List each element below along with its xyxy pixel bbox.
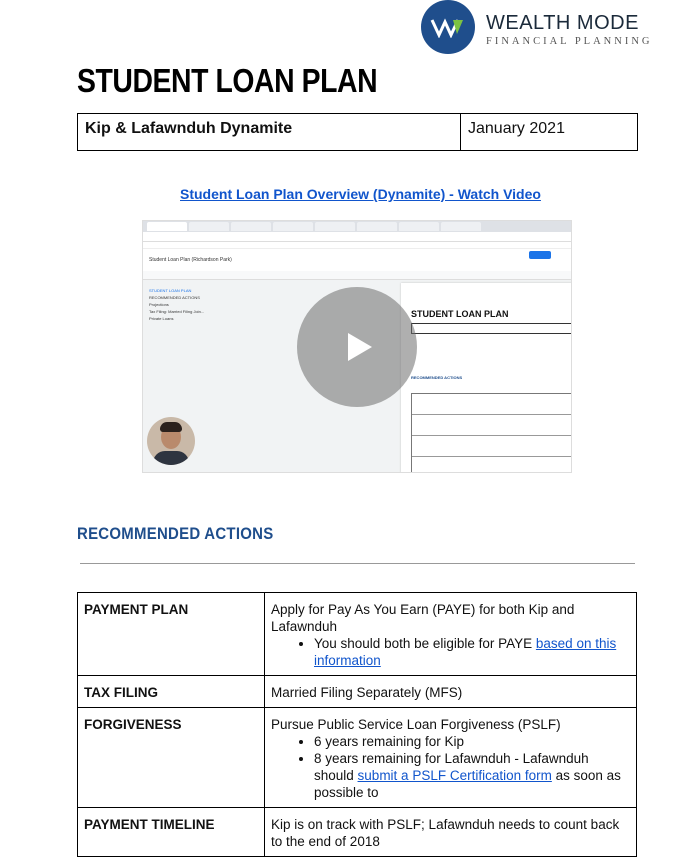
outline-item: Tax Filing: Married Filing Join... — [149, 309, 205, 314]
row-text: Pursue Public Service Loan Forgiveness (PSLF) — [271, 717, 561, 732]
list-item: • 6 years remaining for Kip — [314, 733, 630, 750]
bullet-text: 8 years remaining for Lafawnduh - Lafawnduh should — [314, 751, 589, 783]
row-content — [265, 593, 637, 676]
outline-item: STUDENT LOAN PLAN — [149, 288, 192, 293]
video-thumbnail[interactable] — [142, 220, 572, 473]
row-label: TAX FILING — [78, 676, 265, 708]
row-text: Apply for Pay As You Earn (PAYE) for both Kip and Lafawnduh — [271, 602, 575, 634]
mini-actions-table — [411, 393, 572, 473]
page-title: STUDENT LOAN PLAN — [77, 62, 378, 99]
row-label: FORGIVENESS — [78, 708, 265, 808]
outline-item: RECOMMENDED ACTIONS — [149, 295, 200, 300]
doc-title-bar — [143, 249, 571, 271]
company-logo — [421, 0, 652, 54]
row-label: PAYMENT TIMELINE — [78, 808, 265, 857]
list-item — [314, 750, 630, 801]
row-content — [265, 808, 637, 857]
doc-toolbar — [143, 271, 571, 280]
table-row — [78, 708, 637, 808]
row-label: PAYMENT PLAN — [78, 593, 265, 676]
row-text: Married Filing Separately (MFS) — [271, 685, 463, 700]
paye-info-link[interactable]: based on this information — [314, 636, 617, 668]
client-header-table — [77, 113, 638, 151]
recommended-actions-heading: RECOMMENDED ACTIONS — [77, 524, 274, 543]
plan-date: January 2021 — [468, 120, 565, 137]
presenter-avatar — [147, 417, 195, 465]
list-item — [314, 635, 630, 669]
table-row — [78, 676, 637, 708]
outline-item: Projections — [149, 302, 169, 307]
row-content — [265, 708, 637, 808]
share-button — [529, 251, 551, 259]
mini-logo-icon — [571, 291, 572, 305]
bullet-text: You should both be eligible for PAYE — [314, 636, 536, 651]
doc-outline — [149, 287, 204, 322]
row-content — [265, 676, 637, 708]
browser-bookmarks-bar — [143, 242, 571, 249]
row-text: Kip is on track with PSLF; Lafawnduh needs to count back to the end of 2018 — [271, 817, 620, 849]
browser-address-bar — [143, 232, 571, 242]
recommended-actions-table — [77, 592, 637, 857]
table-row — [78, 808, 637, 857]
mini-page-title: STUDENT LOAN PLAN — [411, 309, 509, 319]
pslf-form-link[interactable]: submit a PSLF Certification form — [357, 768, 552, 783]
mini-header-table — [411, 323, 572, 334]
doc-page-preview — [401, 283, 572, 473]
wealth-mode-logo-icon — [421, 0, 475, 54]
table-row — [78, 593, 637, 676]
client-name: Kip & Lafawnduh Dynamite — [78, 114, 461, 150]
mini-section-title: RECOMMENDED ACTIONS — [411, 375, 463, 380]
bullet-list — [271, 635, 630, 669]
logo-name: WEALTH MODE — [486, 11, 639, 34]
section-divider — [80, 563, 635, 564]
outline-item: Private Loans — [149, 316, 174, 321]
doc-title: Student Loan Plan (Richardson Park) — [149, 257, 232, 263]
logo-subtitle: FINANCIAL PLANNING — [486, 35, 653, 47]
bullet-list — [271, 733, 630, 801]
browser-tab-bar — [143, 221, 571, 232]
play-icon[interactable] — [297, 287, 417, 407]
watch-video-link[interactable]: Student Loan Plan Overview (Dynamite) - Watch Video — [180, 186, 541, 202]
bullet-text: as soon as possible to — [314, 768, 621, 800]
